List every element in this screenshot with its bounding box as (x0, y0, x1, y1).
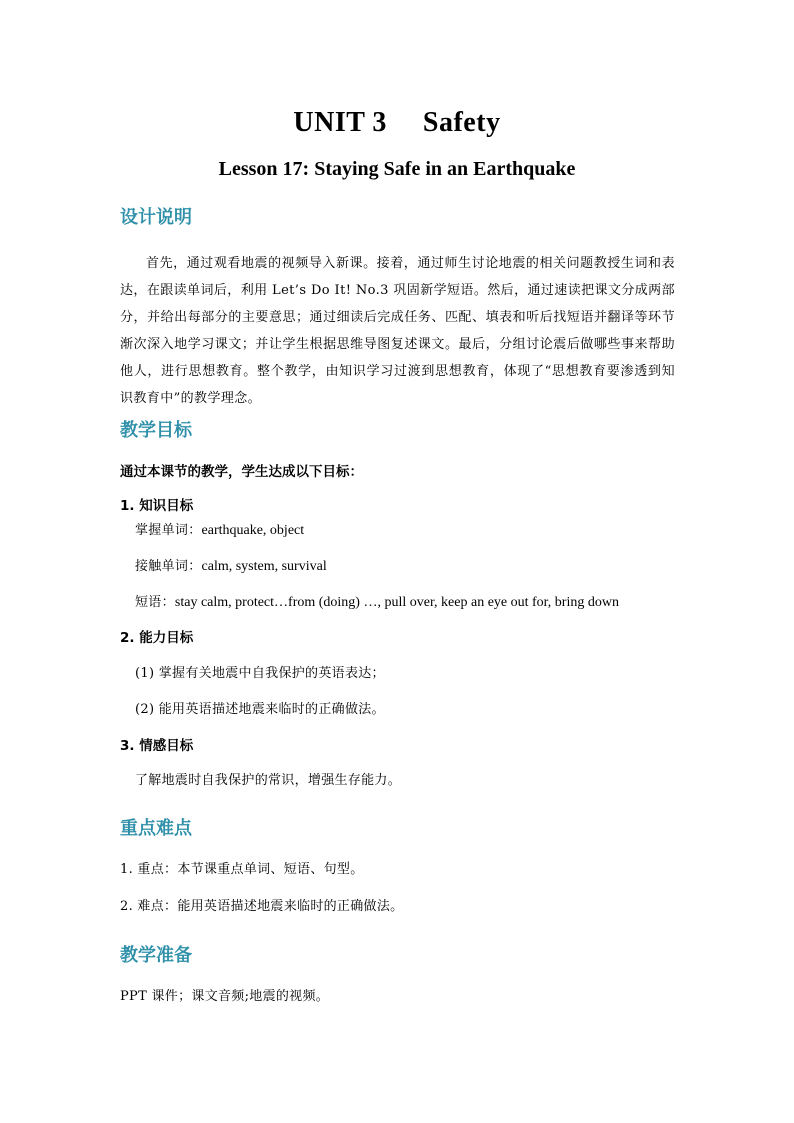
ability-objective-title: 2. 能力目标 (120, 630, 194, 646)
phrases-line (135, 591, 619, 611)
ability-item-2: (2) 能用英语描述地震来临时的正确做法。 (135, 702, 385, 717)
lesson-title: Lesson 17: Staying Safe in an Earthquake (218, 158, 576, 180)
phrases-label: 短语： (135, 595, 175, 610)
emotion-objective-title: 3. 情感目标 (120, 738, 194, 754)
contact-words-line (135, 555, 327, 575)
knowledge-objective-title: 1. 知识目标 (120, 498, 194, 514)
key-point-item-2: 2. 难点：能用英语描述地震来临时的正确做法。 (120, 899, 404, 914)
contact-words: calm, system, survival (201, 559, 327, 574)
contact-words-label: 接触单词： (135, 559, 202, 574)
design-notes-paragraph: 首先，通过观看地震的视频导入新课。接着，通过师生讨论地震的相关问题教授生词和表达，在跟读单词后，利用 Let’s Do It! No.3 巩固新学短语。然后，通过速读把课文分成两部分，并给出每部分的主要意思；通过细读后完成任务、匹配、填表和听后找短语并翻译等环节渐次深入地学习课文；并让学生根据思维导图复述课文。最后，分组讨论震后做哪些事来帮助他人，进行思想教育。整个教学，由知识学习过渡到思想教育，体现了“思想教育要渗透到知识教育中”的教学理念。 (120, 256, 675, 406)
key-point-item-1: 1. 重点：本节课重点单词、短语、句型。 (120, 862, 364, 877)
objectives-intro: 通过本课节的教学，学生达成以下目标： (120, 464, 363, 480)
master-words-line (135, 519, 304, 539)
section-heading-design-notes: 设计说明 (120, 207, 192, 228)
ability-item-1: (1) 掌握有关地震中自我保护的英语表达； (135, 666, 385, 681)
master-words-label: 掌握单词： (135, 523, 202, 538)
unit-title: UNIT 3 Safety (293, 107, 501, 138)
section-heading-preparation: 教学准备 (120, 945, 192, 966)
section-heading-key-points: 重点难点 (120, 818, 192, 839)
preparation-content: PPT 课件；课文音频;地震的视频。 (120, 989, 330, 1004)
section-heading-objectives: 教学目标 (120, 420, 192, 441)
emotion-item-1: 了解地震时自我保护的常识，增强生存能力。 (135, 773, 402, 788)
master-words: earthquake, object (201, 523, 305, 538)
phrases: stay calm, protect…from (doing) …, pull over, keep an eye out for, bring down (174, 595, 619, 610)
